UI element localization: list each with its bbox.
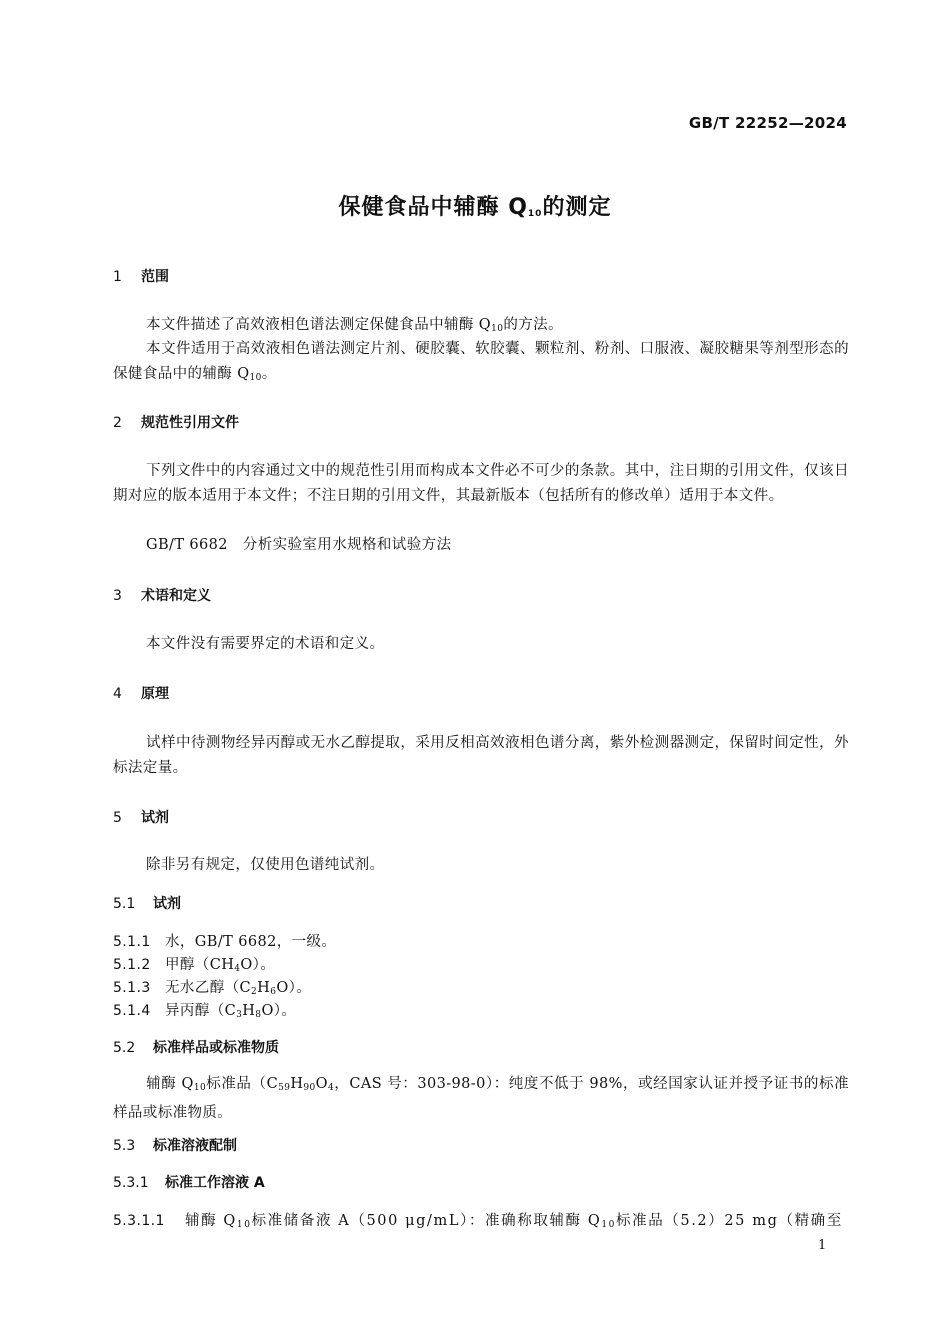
reagent-item: 5.1.2 甲醇$(CH_4O)$。 — [113, 957, 276, 974]
document-title: 保健食品中辅酶 $Q_{10}$的测定 — [338, 195, 612, 220]
section-5-3-heading: 5.3 标准溶液配制 — [113, 1138, 237, 1154]
section-3-paragraph-1: 本文件没有需要界定的术语和定义。 — [146, 636, 385, 652]
section-5-2-heading: 5.2 标准样品或标准物质 — [113, 1040, 279, 1056]
section-5-paragraph-1: 除非另有规定，仅使用色谱纯试剂。 — [146, 857, 385, 873]
section-1-paragraph-1: 本文件描述了高效液相色谱法测定保健食品中辅酶 $Q_{10}$的方法。 — [146, 317, 563, 334]
section-5-3-1-heading: 5.3.1 标准工作溶液 A — [113, 1175, 265, 1191]
section-5-3-1-1-paragraph: 5.3.1.1 辅酶 $Q_{10}$标准储备液 A（500 μg/mL）：准确称取辅酶 $Q_{10}$标准品（5.2）25 mg（精确至 — [113, 1213, 843, 1230]
reagent-item: 5.1.3 无水乙醇$(C_2H_6O)$。 — [113, 980, 312, 997]
section-1-heading: 1 范围 — [113, 269, 169, 285]
section-2-paragraph-1: 下列文件中的内容通过文中的规范性引用而构成本文件必不可少的条款。其中，注日期的引用文件，仅该日期对应的版本适用于本文件；不注日期的引用文件，其最新版本（包括所有的修改单）适用于本文件。 — [113, 463, 849, 504]
reagent-item: 5.1.1 水，GB/T 6682，一级。 — [113, 934, 337, 950]
normative-reference: GB/T 6682 分析实验室用水规格和试验方法 — [146, 537, 452, 553]
section-3-heading: 3 术语和定义 — [113, 588, 211, 604]
section-4-paragraph-1: 试样中待测物经异丙醇或无水乙醇提取，采用反相高效液相色谱分离，紫外检测器测定，保留时间定性，外标法定量。 — [113, 735, 849, 776]
standard-code: GB/T 22252—2024 — [688, 114, 847, 132]
section-5-heading: 5 试剂 — [113, 810, 169, 826]
section-2-heading: 2 规范性引用文件 — [113, 415, 239, 431]
section-5-2-paragraph: 辅酶 $Q_{10}$标准品（$C_{59}H_{90}O_4$，CAS 号：303-98-0）：纯度不低于 98%，或经国家认证并授予证书的标准样品或标准物质。 — [113, 1076, 849, 1121]
section-4-heading: 4 原理 — [113, 686, 169, 702]
reagent-item: 5.1.4 异丙醇$(C_3H_8O)$。 — [113, 1003, 297, 1020]
section-5-1-heading: 5.1 试剂 — [113, 896, 181, 912]
section-1-paragraph-2: 本文件适用于高效液相色谱法测定片剂、硬胶囊、软胶囊、颗粒剂、粉剂、口服液、凝胶糖果等剂型形态的保健食品中的辅酶 $Q_{10}$。 — [113, 341, 849, 383]
page-number: 1 — [818, 1238, 827, 1253]
